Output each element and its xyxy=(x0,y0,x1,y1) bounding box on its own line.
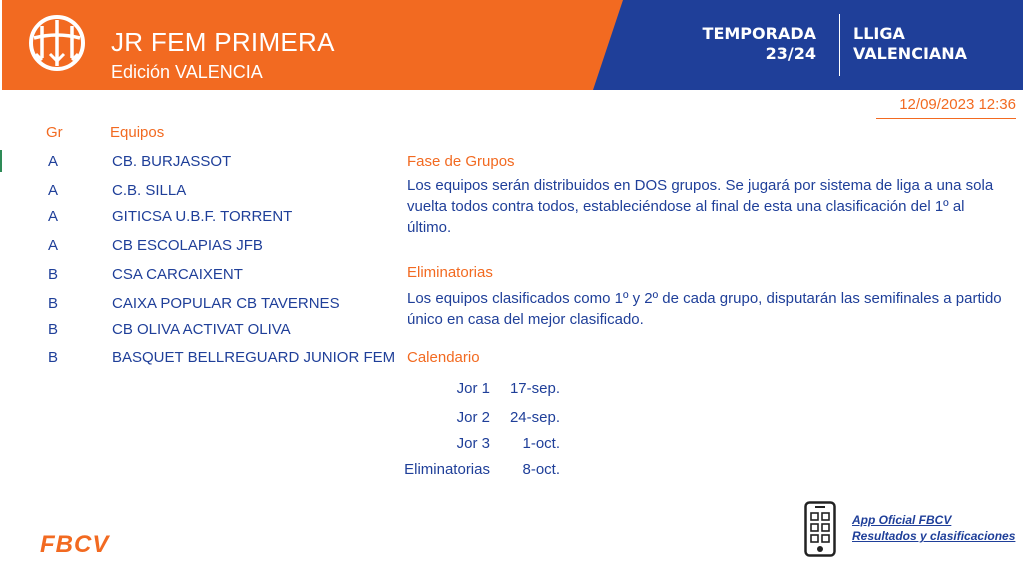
calendar-row xyxy=(400,435,600,455)
table-row xyxy=(0,237,404,259)
table-row xyxy=(0,266,404,288)
team-group: B xyxy=(48,321,59,338)
page-subtitle: Edición VALENCIA xyxy=(111,62,263,82)
groups-text: Los equipos serán distribuidos en DOS grupos. Se jugará por sistema de liga a una sola vuelta todos contra todos, estableciéndose al final de esta una clasificación del 1º al último. xyxy=(407,177,994,236)
team-name: GITICSA U.B.F. TORRENT xyxy=(112,208,293,225)
fbcv-logo: FBCV xyxy=(40,531,110,558)
table-row xyxy=(0,182,404,204)
table-row xyxy=(0,208,404,230)
team-group: B xyxy=(48,266,59,283)
season-line-1: TEMPORADA xyxy=(702,24,816,43)
groups-title: Fase de Grupos xyxy=(407,153,515,170)
calendar-date: 8-oct. xyxy=(522,461,560,478)
report-datetime: 12/09/2023 12:36 xyxy=(876,96,1016,119)
calendar-date: 24-sep. xyxy=(509,409,560,426)
team-group: A xyxy=(48,153,59,170)
calendar-row xyxy=(400,409,600,429)
table-row xyxy=(0,321,404,343)
calendar-label: Jor 3 xyxy=(456,435,490,452)
calendar-label: Jor 1 xyxy=(456,380,490,397)
calendar-row xyxy=(400,380,600,400)
knockout-text: Los equipos clasificados como 1º y 2º de cada grupo, disputarán las semifinales a partido único en casa del mejor clasificado. xyxy=(407,290,1002,328)
calendar-date: 17-sep. xyxy=(509,380,560,397)
team-name: CB. BURJASSOT xyxy=(112,153,232,170)
table-row xyxy=(0,295,404,317)
league-line-1: LLIGA xyxy=(853,24,905,43)
team-name: BASQUET BELLREGUARD JUNIOR FEM xyxy=(112,349,396,366)
league-label xyxy=(853,24,1013,64)
header-divider xyxy=(839,14,840,76)
team-name: CAIXA POPULAR CB TAVERNES xyxy=(112,295,340,312)
table-row xyxy=(0,153,404,175)
league-line-2: VALENCIANA xyxy=(853,44,968,63)
team-group: B xyxy=(48,349,59,366)
column-header-group: Gr xyxy=(46,124,63,141)
fbcv-basketball-logo-icon xyxy=(28,14,86,72)
season-label xyxy=(686,24,816,64)
team-group: A xyxy=(48,237,59,254)
team-name: C.B. SILLA xyxy=(112,182,187,199)
page-title: JR FEM PRIMERA xyxy=(111,27,335,57)
header-banner xyxy=(0,0,1023,90)
app-link[interactable]: App Oficial FBCV xyxy=(852,513,952,527)
knockout-title: Eliminatorias xyxy=(407,264,493,281)
app-results-link[interactable]: Resultados y clasificaciones xyxy=(852,529,1016,543)
team-name: CB OLIVA ACTIVAT OLIVA xyxy=(112,321,291,338)
calendar-label: Eliminatorias xyxy=(404,461,490,478)
team-group: A xyxy=(48,182,59,199)
calendar-row xyxy=(400,461,600,481)
smartphone-app-icon[interactable] xyxy=(804,501,836,557)
season-line-2: 23/24 xyxy=(765,44,816,63)
calendar-label: Jor 2 xyxy=(456,409,490,426)
header-edge xyxy=(0,0,2,90)
calendar-title: Calendario xyxy=(407,349,480,366)
team-group: B xyxy=(48,295,59,312)
team-name: CSA CARCAIXENT xyxy=(112,266,243,283)
column-header-teams: Equipos xyxy=(110,124,165,141)
team-group: A xyxy=(48,208,59,225)
table-row xyxy=(0,349,404,371)
team-name: CB ESCOLAPIAS JFB xyxy=(112,237,263,254)
calendar-date: 1-oct. xyxy=(522,435,560,452)
